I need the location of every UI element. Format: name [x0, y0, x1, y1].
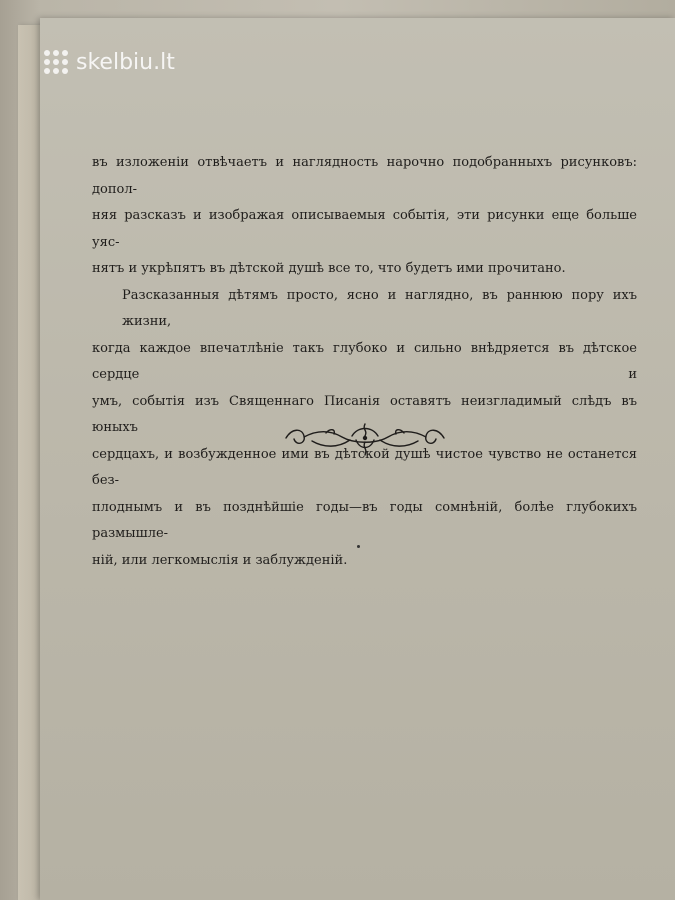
ornament-flourish-icon — [282, 420, 448, 458]
text-line: плоднымъ и въ позднѣйшiе годы—въ годы сомнѣнiй, болѣе глубокихъ размышле- — [92, 499, 637, 541]
text-line: умъ, событiя изъ Священнаго Писанiя оставятъ неизгладимый слѣдъ въ юныхъ — [92, 393, 637, 435]
text-line: въ изложенiи отвѣчаетъ и наглядность нарочно подобранныхъ рисунковъ: допол- — [92, 155, 637, 197]
text-line: когда каждое впечатлѣнiе такъ глубоко и сильно внѣдряется въ дѣтское сердце и — [92, 340, 637, 382]
body-text — [92, 150, 637, 574]
watermark-text: skelbiu.lt — [76, 49, 175, 75]
watermark — [44, 46, 175, 78]
page-speck — [357, 545, 360, 548]
text-line: нятъ и укрѣпятъ въ дѣтской душѣ все то, что будетъ ими прочитано. — [92, 261, 566, 276]
text-line: няя разсказъ и изображая описываемыя событiя, эти рисунки еще больше уяс- — [92, 208, 637, 250]
text-line: Разсказанныя дѣтямъ просто, ясно и наглядно, въ раннюю пору ихъ жизни, — [122, 287, 637, 329]
watermark-dots-icon — [44, 50, 68, 74]
text-line: нiй, или легкомыслiя и заблужденiй. — [92, 552, 348, 568]
text-line: сердцахъ, и возбужденное ими въ дѣтской душѣ чистое чувство не останется без- — [92, 446, 637, 488]
